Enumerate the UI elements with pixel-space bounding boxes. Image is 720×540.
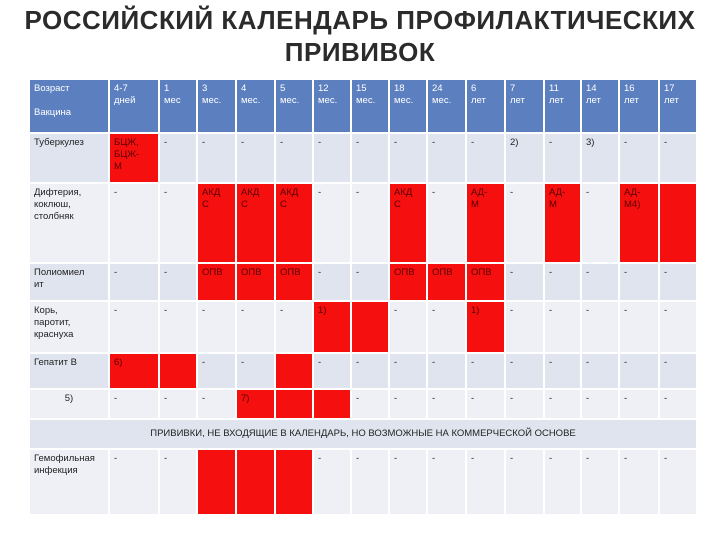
cell-value: 7)	[241, 393, 250, 404]
vaccination-cell	[428, 354, 467, 390]
cell-value: АКД С	[241, 187, 260, 210]
vaccination-cell	[660, 390, 698, 420]
vaccination-cell-highlight	[276, 450, 314, 516]
vaccine-label-cell	[30, 354, 110, 390]
vaccination-cell-highlight	[660, 184, 698, 264]
vaccine-label: Дифтерия, коклюш, столбняк	[34, 187, 82, 222]
vaccine-label: Гемофильная инфекция	[34, 453, 95, 476]
vaccine-label: Туберкулез	[34, 137, 84, 148]
vaccination-cell	[314, 264, 352, 302]
vaccination-cell	[545, 450, 582, 516]
vaccination-cell-highlight	[390, 264, 428, 302]
vaccine-label-cell	[30, 134, 110, 184]
vaccine-label: Корь, паротит, краснуха	[34, 305, 74, 340]
vaccine-label-cell	[30, 302, 110, 354]
vaccination-cell	[110, 264, 160, 302]
cell-value: -	[432, 305, 436, 316]
cell-value: -	[318, 187, 322, 198]
cell-value: -	[510, 267, 514, 278]
vaccination-cell-highlight	[237, 450, 276, 516]
vaccination-cell	[660, 302, 698, 354]
cell-value: -	[586, 305, 590, 316]
vaccination-cell	[582, 302, 620, 354]
vaccination-cell	[506, 184, 545, 264]
vaccination-cell	[352, 184, 390, 264]
vaccination-cell	[160, 264, 198, 302]
vaccination-cell	[545, 264, 582, 302]
age-label: 12 мес.	[318, 83, 338, 106]
age-label: 3 мес.	[202, 83, 222, 106]
cell-value: -	[664, 453, 668, 464]
cell-value: 2)	[510, 137, 519, 148]
vaccination-cell	[160, 184, 198, 264]
vaccination-cell	[467, 134, 506, 184]
cell-value: -	[624, 393, 628, 404]
cell-value: -	[586, 393, 590, 404]
cell-value: -	[164, 305, 168, 316]
vaccine-label-cell	[30, 390, 110, 420]
vaccination-cell	[545, 134, 582, 184]
age-label: 14 лет	[586, 83, 601, 106]
age-label: 17 лет	[664, 83, 679, 106]
cell-value: -	[202, 393, 206, 404]
cell-value: АД-М4)	[624, 187, 641, 210]
cell-value: -	[318, 267, 322, 278]
vaccination-cell	[582, 354, 620, 390]
header-age-cell	[237, 80, 276, 134]
cell-value: -	[164, 187, 168, 198]
cell-value: ОПВ	[471, 267, 492, 278]
vaccine-label-cell	[30, 264, 110, 302]
vaccination-cell-highlight	[276, 390, 314, 420]
cell-value: -	[549, 393, 553, 404]
cell-value: -	[510, 453, 514, 464]
vaccination-cell	[237, 134, 276, 184]
vaccination-cell	[506, 302, 545, 354]
cell-value: -	[318, 453, 322, 464]
cell-value: -	[624, 453, 628, 464]
cell-value: -	[510, 357, 514, 368]
vaccination-cell	[506, 450, 545, 516]
cell-value: -	[586, 453, 590, 464]
cell-value: -	[164, 393, 168, 404]
vaccination-cell-highlight	[237, 390, 276, 420]
vaccination-cell	[660, 450, 698, 516]
vaccine-label: 5)	[64, 393, 74, 404]
header-age-cell	[467, 80, 506, 134]
vaccination-cell	[352, 264, 390, 302]
cell-value: АКД С	[202, 187, 221, 210]
cell-value: -	[394, 393, 398, 404]
cell-value: -	[114, 267, 118, 278]
vaccination-cell	[314, 134, 352, 184]
vaccination-cell	[620, 134, 660, 184]
cell-value: -	[549, 267, 553, 278]
vaccination-cell	[198, 390, 237, 420]
header-age-cell	[582, 80, 620, 134]
cell-value: -	[586, 187, 590, 198]
vaccination-cell	[237, 302, 276, 354]
cell-value: -	[356, 137, 360, 148]
vaccination-cell	[352, 450, 390, 516]
vaccination-cell	[467, 450, 506, 516]
cell-value: АД- М	[549, 187, 566, 210]
cell-value: -	[114, 305, 118, 316]
cell-value: -	[432, 393, 436, 404]
cell-value: -	[280, 305, 284, 316]
cell-value: -	[471, 453, 475, 464]
vaccination-cell	[506, 354, 545, 390]
cell-value: ОПВ	[202, 267, 223, 278]
cell-value: -	[624, 267, 628, 278]
vaccination-cell	[428, 184, 467, 264]
cell-value: -	[471, 357, 475, 368]
header-age-cell	[660, 80, 698, 134]
vaccination-cell	[620, 354, 660, 390]
header-age-cell	[160, 80, 198, 134]
cell-value: -	[356, 357, 360, 368]
vaccination-cell	[198, 134, 237, 184]
vaccination-cell-highlight	[276, 184, 314, 264]
cell-value: ОПВ	[432, 267, 453, 278]
age-label: 4 мес.	[241, 83, 261, 106]
vaccination-cell	[467, 390, 506, 420]
cell-value: -	[164, 453, 168, 464]
vaccination-cell-highlight	[110, 354, 160, 390]
cell-value: -	[356, 453, 360, 464]
vaccination-cell	[160, 302, 198, 354]
vaccination-cell	[620, 264, 660, 302]
cell-value: ОПВ	[394, 267, 415, 278]
cell-value: -	[624, 137, 628, 148]
vaccination-cell	[545, 302, 582, 354]
age-label: 6 лет	[471, 83, 486, 106]
cell-value: -	[432, 453, 436, 464]
vaccination-cell-highlight	[352, 302, 390, 354]
vaccination-cell-highlight	[467, 302, 506, 354]
cell-value: -	[202, 305, 206, 316]
cell-value: 6)	[114, 357, 123, 368]
vaccination-cell	[582, 184, 620, 264]
cell-value: -	[432, 137, 436, 148]
cell-value: -	[549, 453, 553, 464]
vaccination-cell-highlight	[160, 354, 198, 390]
vaccination-cell-highlight	[545, 184, 582, 264]
age-label: 16 лет	[624, 83, 639, 106]
vaccination-cell-highlight	[110, 134, 160, 184]
vaccination-cell	[390, 390, 428, 420]
cell-value: -	[394, 305, 398, 316]
vaccination-cell	[582, 390, 620, 420]
vaccination-cell-highlight	[314, 302, 352, 354]
age-label: 1 мес	[164, 83, 181, 106]
header-age-cell	[198, 80, 237, 134]
cell-value: -	[586, 357, 590, 368]
header-age-cell	[110, 80, 160, 134]
cell-value: -	[202, 357, 206, 368]
header-age-cell	[545, 80, 582, 134]
vaccination-cell	[660, 134, 698, 184]
cell-value: -	[664, 137, 668, 148]
vaccination-cell	[428, 134, 467, 184]
vaccination-cell-highlight	[620, 184, 660, 264]
cell-value: 3)	[586, 137, 595, 148]
cell-value: -	[664, 393, 668, 404]
header-age-cell	[390, 80, 428, 134]
cell-value: -	[241, 137, 245, 148]
vaccination-cell-highlight	[390, 184, 428, 264]
cell-value: АКД С	[394, 187, 413, 210]
vaccination-cell	[314, 450, 352, 516]
vaccination-cell-highlight	[314, 390, 352, 420]
vaccination-cell-highlight	[276, 264, 314, 302]
vaccination-cell-highlight	[198, 264, 237, 302]
vaccination-cell	[428, 302, 467, 354]
cell-value: -	[164, 267, 168, 278]
cell-value: -	[586, 267, 590, 278]
vaccination-cell	[276, 134, 314, 184]
vaccination-cell	[506, 264, 545, 302]
vaccination-cell-highlight	[467, 184, 506, 264]
cell-value: -	[241, 357, 245, 368]
vaccination-cell	[314, 184, 352, 264]
header-age-cell	[352, 80, 390, 134]
age-label: 7 лет	[510, 83, 525, 106]
cell-value: -	[114, 393, 118, 404]
age-label: 11 лет	[549, 83, 564, 106]
vaccination-cell	[660, 264, 698, 302]
cell-value: -	[356, 267, 360, 278]
cell-value: -	[432, 187, 436, 198]
vaccination-cell-highlight	[237, 264, 276, 302]
cell-value: 1)	[471, 305, 480, 316]
cell-value: -	[549, 357, 553, 368]
header-corner-cell	[30, 80, 110, 134]
cell-value: -	[280, 137, 284, 148]
cell-value: -	[241, 305, 245, 316]
age-label: 15 мес.	[356, 83, 376, 106]
vaccination-cell	[660, 354, 698, 390]
vaccination-cell	[276, 302, 314, 354]
vaccination-cell-highlight	[198, 450, 237, 516]
cell-value: -	[510, 393, 514, 404]
vaccination-cell-highlight	[237, 184, 276, 264]
vaccine-label: Полиомиел ит	[34, 267, 85, 290]
cell-value: -	[394, 137, 398, 148]
cell-value: -	[114, 187, 118, 198]
cell-value: -	[510, 305, 514, 316]
cell-value: -	[394, 453, 398, 464]
vaccination-cell	[428, 390, 467, 420]
vaccination-cell	[110, 390, 160, 420]
vaccination-cell-highlight	[428, 264, 467, 302]
age-label: 4-7 дней	[114, 83, 136, 106]
age-label: 5 мес.	[280, 83, 300, 106]
non-calendar-banner	[30, 420, 698, 450]
banner-text: ПРИВИВКИ, НЕ ВХОДЯЩИЕ В КАЛЕНДАРЬ, НО ВОЗМОЖНЫЕ НА КОММЕРЧЕСКОЙ ОСНОВЕ	[150, 428, 576, 439]
vaccination-cell	[620, 450, 660, 516]
vaccination-cell	[198, 302, 237, 354]
cell-value: -	[624, 357, 628, 368]
vaccination-cell	[160, 450, 198, 516]
vaccination-cell	[110, 450, 160, 516]
cell-value: АД- М	[471, 187, 488, 210]
vaccination-cell	[545, 390, 582, 420]
header-age-cell	[276, 80, 314, 134]
vaccination-cell	[545, 354, 582, 390]
vaccination-cell	[467, 354, 506, 390]
vaccination-cell-highlight	[276, 354, 314, 390]
vaccination-cell	[110, 302, 160, 354]
cell-value: -	[510, 187, 514, 198]
cell-value: БЦЖ, БЦЖ- М	[114, 137, 140, 172]
cell-value: -	[202, 137, 206, 148]
vaccination-cell-highlight	[198, 184, 237, 264]
vaccination-cell-highlight	[467, 264, 506, 302]
vaccination-cell	[506, 134, 545, 184]
vaccination-cell	[506, 390, 545, 420]
cell-value: -	[549, 137, 553, 148]
vaccination-cell	[620, 302, 660, 354]
cell-value: -	[471, 137, 475, 148]
vaccination-cell	[314, 354, 352, 390]
vaccination-cell	[160, 134, 198, 184]
age-label: 24 мес.	[432, 83, 452, 106]
header-age-cell	[428, 80, 467, 134]
cell-value: -	[114, 453, 118, 464]
header-corner-label: Возраст Вакцина	[34, 83, 72, 118]
cell-value: -	[394, 357, 398, 368]
vaccination-cell	[110, 184, 160, 264]
vaccination-cell	[390, 450, 428, 516]
cell-value: -	[624, 305, 628, 316]
cell-value: -	[356, 393, 360, 404]
title-text: РОССИЙСКИЙ КАЛЕНДАРЬ ПРОФИЛАКТИЧЕСКИХ ПРИВИВОК	[24, 5, 696, 67]
cell-value: АКД С	[280, 187, 299, 210]
cell-value: -	[318, 137, 322, 148]
vaccine-label-cell	[30, 184, 110, 264]
vaccination-cell	[160, 390, 198, 420]
cell-value: ОПВ	[280, 267, 301, 278]
age-label: 18 мес.	[394, 83, 414, 106]
vaccination-cell	[390, 354, 428, 390]
vaccination-cell	[428, 450, 467, 516]
vaccination-cell	[352, 354, 390, 390]
cell-value: -	[549, 305, 553, 316]
cell-value: -	[356, 187, 360, 198]
cell-value: -	[471, 393, 475, 404]
cell-value: -	[164, 137, 168, 148]
vaccination-cell	[582, 450, 620, 516]
cell-value: -	[664, 357, 668, 368]
header-age-cell	[506, 80, 545, 134]
header-age-cell	[620, 80, 660, 134]
header-age-cell	[314, 80, 352, 134]
cell-value: 1)	[318, 305, 327, 316]
cell-value: -	[318, 357, 322, 368]
vaccination-cell	[237, 354, 276, 390]
cell-value: -	[664, 305, 668, 316]
vaccination-cell	[352, 390, 390, 420]
vaccine-label-cell	[30, 450, 110, 516]
vaccination-cell	[582, 264, 620, 302]
vaccination-cell	[390, 134, 428, 184]
cell-value: ОПВ	[241, 267, 262, 278]
vaccination-cell	[198, 354, 237, 390]
cell-value: -	[432, 357, 436, 368]
vaccine-label: Гепатит В	[34, 357, 77, 368]
vaccination-cell	[620, 390, 660, 420]
vaccination-cell	[352, 134, 390, 184]
vaccination-cell	[582, 134, 620, 184]
vaccination-cell	[390, 302, 428, 354]
cell-value: -	[664, 267, 668, 278]
